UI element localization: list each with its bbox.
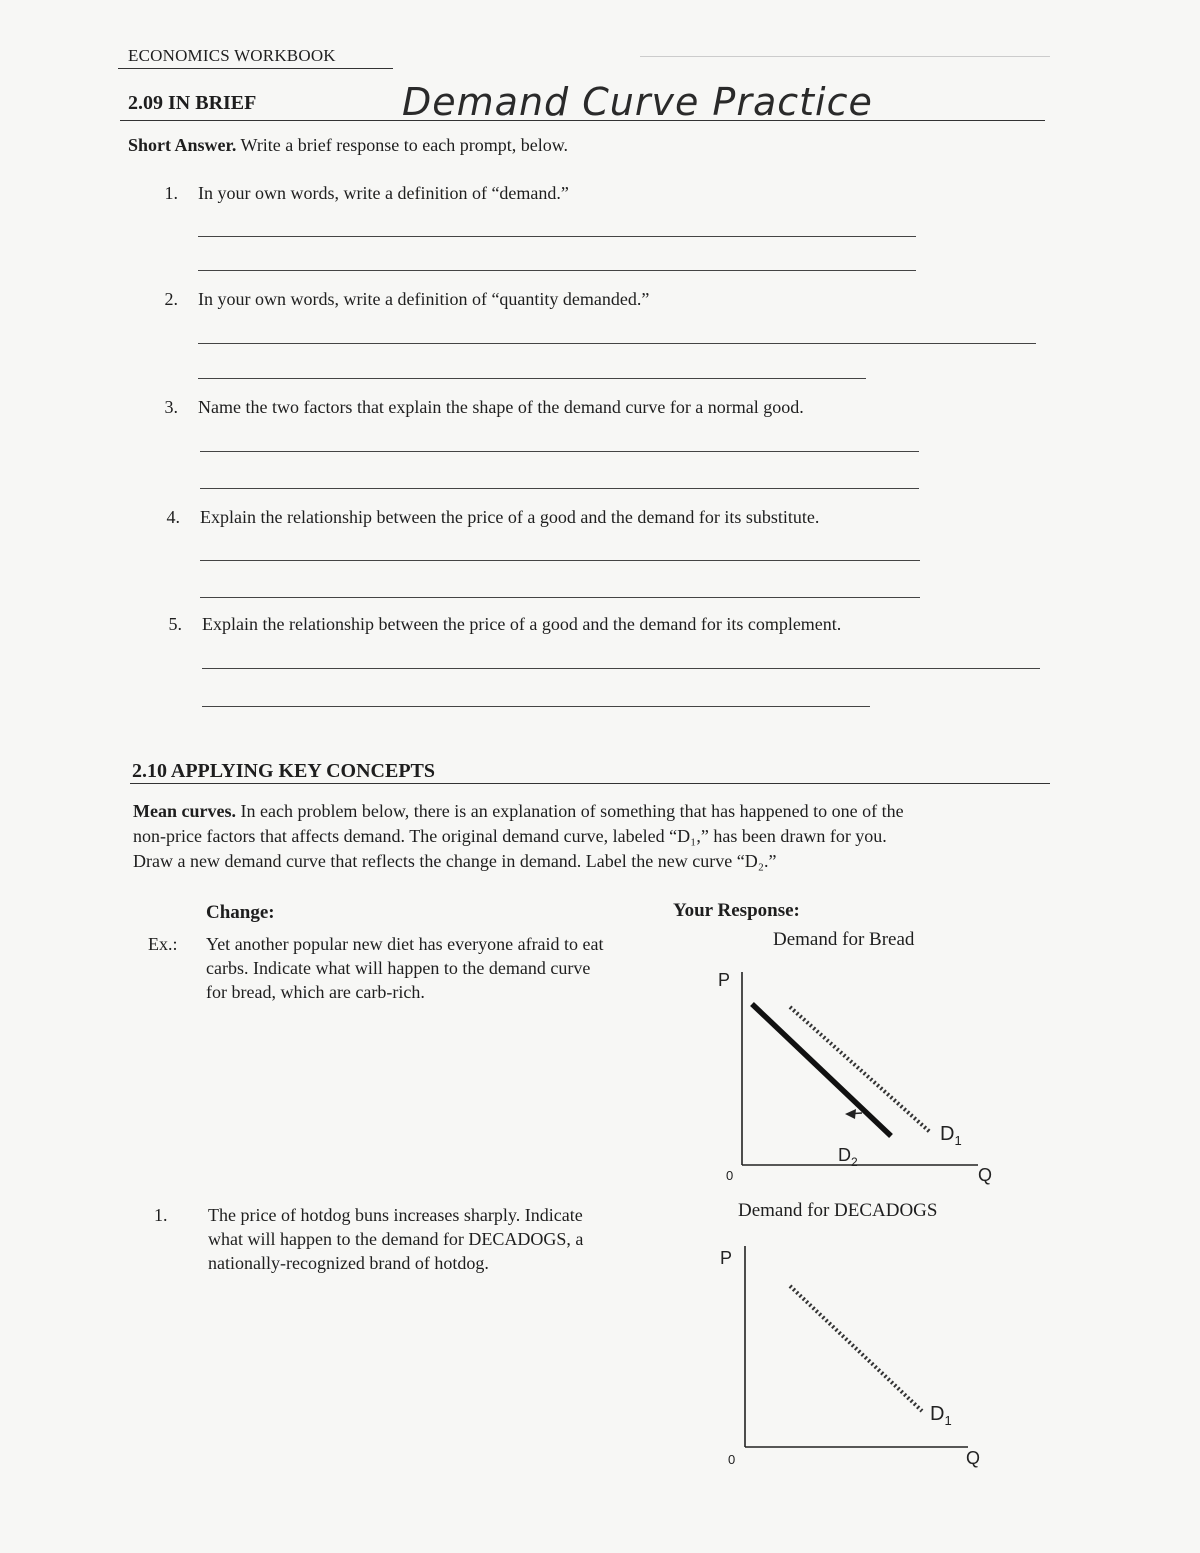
section-title-applying: 2.10 APPLYING KEY CONCEPTS: [132, 760, 436, 782]
d1-label: [940, 1123, 962, 1148]
example-text: [206, 932, 604, 1004]
answer-line[interactable]: [200, 451, 919, 452]
question-text: In your own words, write a definition of “quantity demanded.”: [198, 289, 650, 309]
example-line: for bread, which are carb-rich.: [206, 982, 425, 1002]
answer-line[interactable]: [198, 270, 916, 271]
question-number: 3.: [164, 397, 178, 417]
applying-lead: Mean curves.: [133, 801, 236, 821]
answer-line[interactable]: [198, 378, 866, 379]
short-answer-instruction: [128, 133, 568, 158]
instruction-line-3: Draw a new demand curve that reflects the change in demand. Label the new curve “D₂.”: [133, 851, 777, 871]
answer-line[interactable]: [200, 597, 920, 598]
d2-label-sub: 2: [851, 1155, 858, 1169]
problem-line: The price of hotdog buns increases sharply. Indicate: [208, 1205, 583, 1225]
handwritten-title: Demand Curve Practice: [402, 80, 873, 124]
y-axis-label: P: [718, 970, 731, 990]
question-number: 4.: [166, 507, 180, 527]
d1-label-sub: 1: [954, 1133, 962, 1148]
shift-arrow-head: [845, 1109, 856, 1119]
x-axis-label: Q: [978, 1165, 993, 1185]
d1-label-main: D: [940, 1123, 955, 1145]
instruction-line-2: non-price factors that affects demand. The original demand curve, labeled “D₁,” has been drawn for you.: [133, 826, 887, 846]
change-header: Change:: [206, 902, 275, 923]
problem-line: nationally-recognized brand of hotdog.: [208, 1253, 489, 1273]
applying-instruction: [133, 799, 1063, 874]
example-line: carbs. Indicate what will happen to the demand curve: [206, 958, 591, 978]
d1-label: [930, 1403, 952, 1428]
section-rule-applying: [130, 783, 1050, 784]
question-text: Explain the relationship between the price of a good and the demand for its complement.: [202, 614, 842, 634]
problem-number: 1.: [154, 1205, 168, 1225]
workbook-header: ECONOMICS WORKBOOK: [128, 46, 336, 65]
answer-line[interactable]: [200, 560, 920, 561]
decadogs-demand-chart: [700, 1238, 1010, 1478]
y-axis-label: P: [720, 1248, 733, 1268]
answer-line[interactable]: [202, 706, 870, 707]
bread-demand-chart: [700, 960, 1010, 1190]
chart-title-decadogs: Demand for DECADOGS: [738, 1200, 938, 1221]
answer-line[interactable]: [198, 236, 916, 237]
section-rule-brief: [120, 120, 1045, 121]
header-rule-faint: [640, 56, 1050, 57]
example-number: Ex.:: [148, 934, 178, 954]
problem-text: [208, 1203, 583, 1275]
d1-label-sub: 1: [944, 1413, 952, 1428]
question-number: 2.: [164, 289, 178, 309]
example-line: Yet another popular new diet has everyone afraid to eat: [206, 934, 604, 954]
d2-label-main: D: [838, 1145, 851, 1165]
short-answer-label: Short Answer.: [128, 135, 237, 155]
demand-curve-d1: [790, 1286, 922, 1411]
question-number: 1.: [164, 183, 178, 203]
question-text: Explain the relationship between the price of a good and the demand for its substitute.: [200, 507, 820, 527]
answer-line[interactable]: [202, 668, 1040, 669]
d1-label-main: D: [930, 1403, 945, 1425]
header-rule: [118, 68, 393, 69]
answer-line[interactable]: [198, 343, 1036, 344]
x-axis-label: Q: [966, 1448, 981, 1468]
question-text: Name the two factors that explain the shape of the demand curve for a normal good.: [198, 397, 804, 417]
origin-label: 0: [728, 1452, 736, 1467]
instruction-line-1: [133, 799, 1063, 824]
problem-line: what will happen to the demand for DECADOGS, a: [208, 1229, 584, 1249]
response-header: Your Response:: [673, 900, 800, 921]
origin-label: 0: [726, 1168, 734, 1183]
question-text: In your own words, write a definition of “demand.”: [198, 183, 569, 203]
short-answer-text: Write a brief response to each prompt, below.: [240, 135, 569, 155]
section-title-brief: 2.09 IN BRIEF: [128, 92, 257, 114]
demand-curve-d2: [752, 1004, 891, 1136]
question-number: 5.: [168, 614, 182, 634]
chart-title-bread: Demand for Bread: [773, 929, 915, 950]
instruction-text: In each problem below, there is an explanation of something that has happened to one of the: [240, 801, 904, 821]
answer-line[interactable]: [200, 488, 919, 489]
